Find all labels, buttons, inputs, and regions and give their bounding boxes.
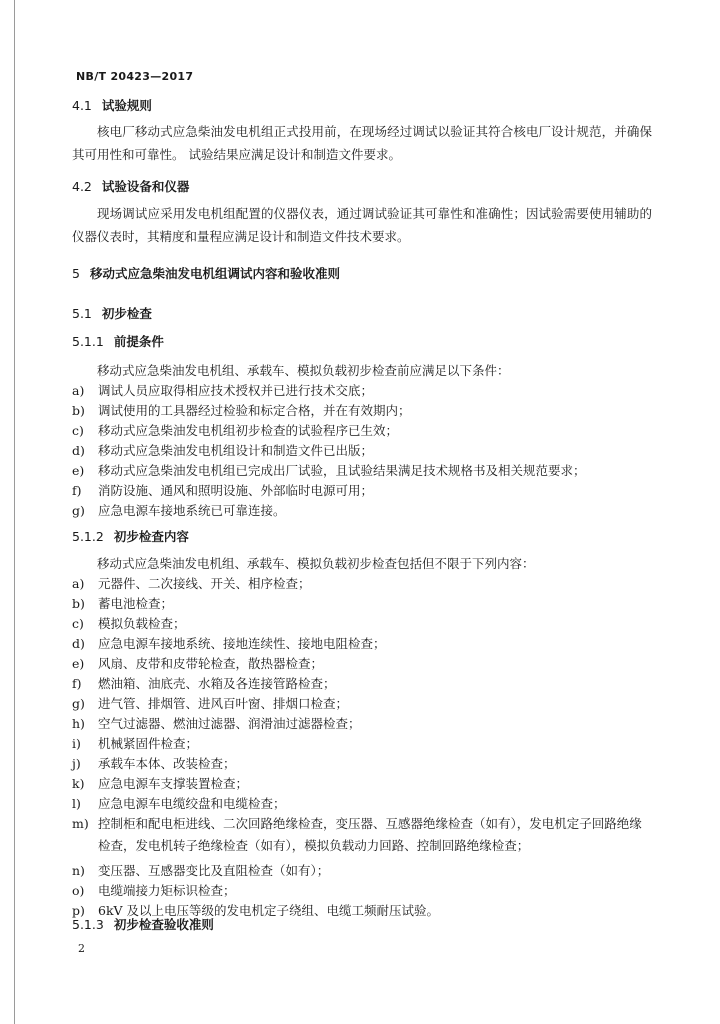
section-intro: 移动式应急柴油发电机组、承载车、模拟负载初步检查包括但不限于下列内容： [97,556,535,571]
prerequisite-list [72,383,652,519]
list-item-label: l) [72,796,81,811]
section-5-1-3 [72,917,652,933]
list-item [72,616,652,632]
list-item [72,656,652,672]
list-item-text: 机械紧固件检查； [98,736,199,751]
section-paragraph: 核电厂移动式应急柴油发电机组正式投用前，在现场经过调试以验证其符合核电厂设计规范，并确保其可用性和可靠性。 试验结果应满足设计和制造文件要求。 [72,124,652,162]
list-item-text: 应急电源车支撑装置检查； [98,776,249,791]
section-heading [72,266,652,282]
list-item-label: o) [72,883,85,898]
section-5-1 [72,306,652,322]
list-item-text: 变压器、互感器变比及直阻检查（如有）； [98,863,330,878]
list-item [72,483,652,499]
list-item-label: b) [72,403,85,418]
list-item-label: n) [72,863,85,878]
standard-code: NB/T 20423—2017 [76,70,194,83]
list-item-text: 消防设施、通风和照明设施、外部临时电源可用； [98,483,374,498]
section-5 [72,266,652,282]
list-item-text: 应急电源车接地系统已可靠连接。 [98,503,286,518]
list-item [72,736,652,752]
list-item [72,576,652,592]
list-item-label: k) [72,776,85,791]
list-item [72,423,652,439]
scan-edge-line [14,0,15,1024]
list-item [72,756,652,772]
section-title: 初步检查内容 [113,529,189,544]
list-item-text: 移动式应急柴油发电机组设计和制造文件已出版； [98,443,374,458]
section-intro: 移动式应急柴油发电机组、承载车、模拟负载初步检查前应满足以下条件： [97,363,510,378]
section-title: 初步检查 [101,306,152,321]
list-item [72,716,652,732]
list-item-label: m) [72,816,89,831]
list-item [72,383,652,399]
page-number: 2 [78,942,85,955]
inspection-content-list [72,576,652,919]
list-item-label: c) [72,423,84,438]
list-item-text: 风扇、皮带和皮带轮检查，散热器检查； [98,656,324,671]
list-item-label: i) [72,736,81,751]
section-number: 4.2 [72,179,92,194]
list-item-text: 元器件、二次接线、开关、相序检查； [98,576,311,591]
section-title: 试验规则 [101,98,152,113]
list-item-text: 调试使用的工具器经过检验和标定合格，并在有效期内； [98,403,411,418]
list-item-text: 空气过滤器、燃油过滤器、润滑油过滤器检查； [98,716,361,731]
list-item-label: a) [72,576,85,591]
list-item [72,676,652,692]
list-item-text: 燃油箱、油底壳、水箱及各连接管路检查； [98,676,336,691]
list-item [72,596,652,612]
list-item-text: 6kV 及以上电压等级的发电机定子绕组、电缆工频耐压试验。 [98,903,440,918]
list-item [72,696,652,712]
list-item-label: h) [72,716,85,731]
list-item-text: 模拟负载检查； [98,616,186,631]
section-number: 5.1.1 [72,334,104,349]
section-5-1-2 [72,529,652,919]
section-5-1-1 [72,334,652,519]
list-item [72,636,652,652]
list-item-text: 进气管、排烟管、进风百叶窗、排烟口检查； [98,696,349,711]
list-item-text: 蓄电池检查； [98,596,174,611]
list-item-label: b) [72,596,85,611]
list-item-label: g) [72,503,85,518]
list-item-label: f) [72,483,82,498]
list-item [72,813,652,857]
list-item [72,796,652,812]
list-item-label: a) [72,383,85,398]
list-item [72,776,652,792]
list-item [72,883,652,899]
list-item-label: d) [72,636,85,651]
section-heading [72,917,652,933]
section-4-1 [72,98,652,166]
list-item-label: d) [72,443,85,458]
section-number: 4.1 [72,98,92,113]
list-item [72,403,652,419]
list-item [72,503,652,519]
list-item-text: 调试人员应取得相应技术授权并已进行技术交底； [98,383,374,398]
list-item-text: 应急电源车接地系统、接地连续性、接地电阻检查； [98,636,386,651]
section-heading [72,529,652,545]
list-item-text: 电缆端接力矩标识检查； [98,883,236,898]
list-item [72,463,652,479]
section-title: 试验设备和仪器 [101,179,190,194]
list-item [72,443,652,459]
list-item-text: 移动式应急柴油发电机组初步检查的试验程序已生效； [98,423,399,438]
section-title: 移动式应急柴油发电机组调试内容和验收准则 [89,266,340,281]
section-heading [72,334,652,350]
section-number: 5 [72,266,80,281]
section-paragraph: 现场调试应采用发电机组配置的仪器仪表，通过调试验证其可靠性和准确性；因试验需要使用辅助的仪器仪表时，其精度和量程应满足设计和制造文件技术要求。 [72,206,652,244]
list-item-text: 承载车本体、改装检查； [98,756,236,771]
list-item-label: e) [72,656,85,671]
section-number: 5.1.2 [72,529,104,544]
section-heading [72,179,652,195]
list-item-label: j) [72,756,81,771]
list-item-text: 控制柜和配电柜进线、二次回路绝缘检查，变压器、互感器绝缘检查（如有），发电机定子回路绝缘检查，发电机转子绝缘检查（如有），模拟负载动力回路、控制回路绝缘检查； [98,816,642,853]
section-heading [72,98,652,114]
section-number: 5.1.3 [72,917,104,932]
section-number: 5.1 [72,306,92,321]
list-item-text: 移动式应急柴油发电机组已完成出厂试验，且试验结果满足技术规格书及相关规范要求； [98,463,586,478]
section-4-2 [72,179,652,248]
list-item-label: f) [72,676,82,691]
section-title: 初步检查验收准则 [113,917,214,932]
list-item-label: e) [72,463,85,478]
list-item-label: g) [72,696,85,711]
section-heading [72,306,652,322]
section-title: 前提条件 [113,334,164,349]
list-item-text: 应急电源车电缆绞盘和电缆检查； [98,796,286,811]
list-item-label: c) [72,616,84,631]
list-item [72,863,652,879]
list-item-label: p) [72,903,85,918]
